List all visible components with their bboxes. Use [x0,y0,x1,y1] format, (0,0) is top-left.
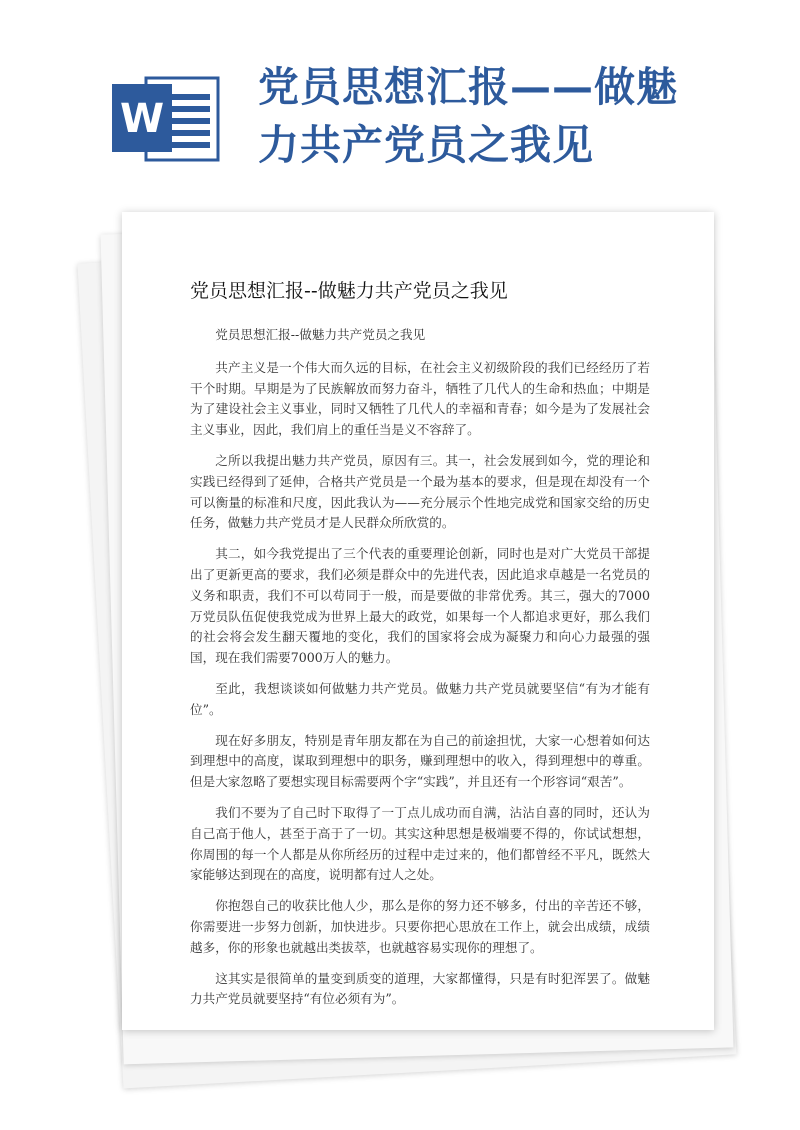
document-paragraph: 我们不要为了自己时下取得了一丁点儿成功而自满，沾沾自喜的同时，还认为自己高于他人，甚至于高于了一切。其实这种思想是极端要不得的，你试试想想，你周围的每一个人都是从你所经历的过程中走过来的，他们都曾经不平凡，既然大家能够达到现在的高度，说明都有过人之处。 [190,804,650,883]
document-paragraph: 党员思想汇报--做魅力共产党员之我见 [215,327,426,342]
document-paragraph: 这其实是很简单的量变到质变的道理，大家都懂得，只是有时犯浑罢了。做魅力共产党员就要坚持“有位必须有为”。 [190,970,650,1007]
svg-text:W: W [119,96,165,142]
document-paragraph: 共产主义是一个伟大而久远的目标，在社会主义初级阶段的我们已经经历了若干个时期。早期是为了民族解放而努力奋斗，牺牲了几代人的生命和热血；中期是为了建设社会主义事业，同时又牺牲了几代人的幸福和青春；如今是为了发展社会主义事业，因此，我们肩上的重任当是义不容辞了。 [190,359,650,438]
document-paragraph: 之所以我提出魅力共产党员，原因有三。其一，社会发展到如今，党的理论和实践已经得到了延伸，合格共产党员是一个最为基本的要求，但是现在却没有一个可以衡量的标准和尺度，因此我认为——充分展示个性地完成党和国家交给的历史任务，做魅力共产党员才是人民群众所欣赏的。 [190,452,650,531]
header [0,0,800,200]
header-title: 党员思想汇报——做魅力共产党员之我见 [258,63,678,169]
document-body [190,268,650,1020]
document-paragraph: 你抱怨自己的收获比他人少，那么是你的努力还不够多，付出的辛苦还不够，你需要进一步努力创新，加快进步。只要你把心思放在工作上，就会出成绩，成绩越多，你的形象也就越出类拔萃，也就越容易实现你的理想了。 [190,898,650,955]
document-paragraph: 其二，如今我党提出了三个代表的重要理论创新，同时也是对广大党员干部提出了更新更高的要求，我们必须是群众中的先进代表，因此追求卓越是一名党员的义务和职责，我们不可以苟同于一般，而是要做的非常优秀。其三，强大的7000万党员队伍促使我党成为世界上最大的政党，如果每一个人都追求更好，那么我们的社会将会发生翻天覆地的变化，我们的国家将会成为凝聚力和向心力最强的强国，现在我们需要7000万人的魅力。 [190,546,650,666]
document-paragraph: 至此，我想谈谈如何做魅力共产党员。做魅力共产党员就要坚信“有为才能有位”。 [190,680,650,717]
document-title: 党员思想汇报--做魅力共产党员之我见 [190,280,508,302]
word-document-icon [112,72,220,162]
document-paragraph: 现在好多朋友，特别是青年朋友都在为自己的前途担忧，大家一心想着如何达到理想中的高度，谋取到理想中的职务，赚到理想中的收入，得到理想中的尊重。但是大家忽略了要想实现目标需要两个字“实践”，并且还有一个形容词“艰苦”。 [190,732,650,790]
